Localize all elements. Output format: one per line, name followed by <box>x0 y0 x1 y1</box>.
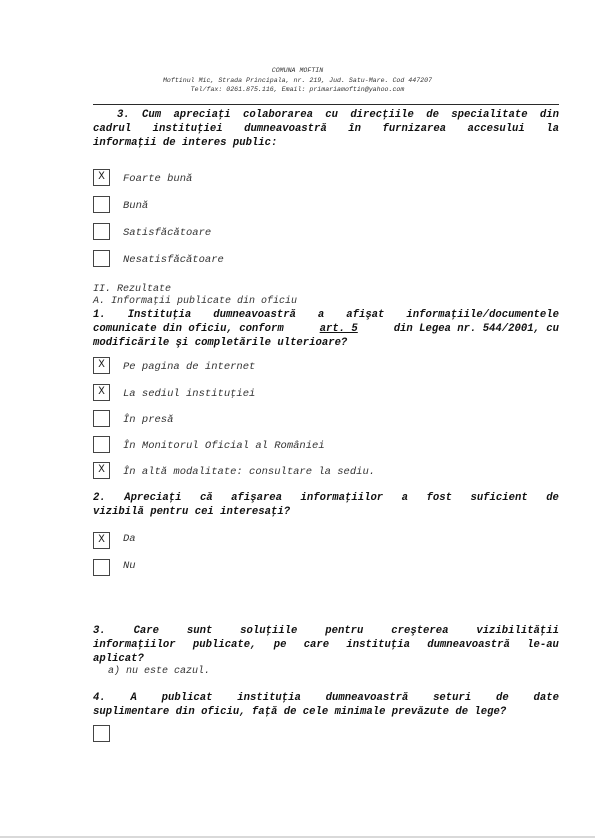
law-article-link[interactable]: art. 5 <box>319 323 358 335</box>
q1-line2-post: din Legea nr. 544/2001, cu <box>393 323 559 335</box>
q1-line1: 1. Instituţia dumneavoastră a afişat informaţiile/documentele <box>93 309 559 321</box>
checkbox-alta-modalitate[interactable]: X <box>93 462 110 479</box>
header-address: Moftinul Mic, Strada Principala, nr. 219, Jud. Satu-Mare. Cod 447207 <box>162 77 433 84</box>
checkbox-monitorul-oficial[interactable] <box>93 436 110 453</box>
option-satisfacatoare: Satisfăcătoare <box>123 227 212 239</box>
option-buna: Bună <box>123 200 149 212</box>
option-presa: În presă <box>123 414 174 426</box>
checkbox-da[interactable]: X <box>93 532 110 549</box>
q3-sol-line2: informaţiilor publicate, pe care instituţia dumneavoastră le-au <box>93 639 559 651</box>
checkbox-buna[interactable] <box>93 196 110 213</box>
option-alta-modalitate: În altă modalitate: consultare la sediu. <box>123 466 376 478</box>
checkbox-nu[interactable] <box>93 559 110 576</box>
section-title: II. Rezultate <box>93 284 172 295</box>
q1-line3: modificările şi completările ulterioare? <box>93 337 348 349</box>
scan-edge <box>0 836 595 838</box>
option-sediul-institutiei: La sediul instituţiei <box>123 388 256 400</box>
section-subtitle: A. Informaţii publicate din oficiu <box>93 296 298 307</box>
checkbox-foarte-buna[interactable]: X <box>93 169 110 186</box>
option-da: Da <box>123 533 136 545</box>
checkbox-nesatisfacatoare[interactable] <box>93 250 110 267</box>
q3-sol-line3: aplicat? <box>93 653 144 665</box>
q3-sol-line1: 3. Care sunt soluţiile pentru creşterea vizibilităţii <box>93 625 559 637</box>
option-pagina-internet: Pe pagina de internet <box>123 361 256 373</box>
option-nu: Nu <box>123 560 136 572</box>
checkbox-presa[interactable] <box>93 410 110 427</box>
q1-line2 <box>93 322 559 336</box>
q4-line1: 4. A publicat instituţia dumneavoastră seturi de date <box>93 692 559 704</box>
checkbox-pagina-internet[interactable]: X <box>93 357 110 374</box>
q3-colab-line3: informaţii de interes public: <box>93 137 278 149</box>
header-contact: Tel/fax: 0261.875.116, Email: primariamoftin@yahoo.com <box>190 86 405 93</box>
header-org: COMUNA MOFTIN <box>271 67 324 74</box>
q2-line1: 2. Apreciaţi că afişarea informaţiilor a fost suficient de <box>93 492 559 504</box>
checkbox-sediul-institutiei[interactable]: X <box>93 384 110 401</box>
q1-line2-pre: comunicate din oficiu, conform <box>93 323 284 335</box>
q3-colab-line1: 3. Cum apreciaţi colaborarea cu direcţiile de specialitate din <box>117 109 559 121</box>
option-monitorul-oficial: În Monitorul Oficial al României <box>123 440 325 452</box>
header-divider <box>93 104 559 105</box>
q4-line2: suplimentare din oficiu, faţă de cele minimale prevăzute de lege? <box>93 706 507 718</box>
q2-line2: vizibilă pentru cei interesaţi? <box>93 506 291 518</box>
checkbox-seturi-date[interactable] <box>93 725 110 742</box>
checkbox-satisfacatoare[interactable] <box>93 223 110 240</box>
q3-colab-line2: cadrul instituţiei dumneavoastră în furnizarea accesului la <box>93 123 559 135</box>
option-nesatisfacatoare: Nesatisfăcătoare <box>123 254 224 266</box>
option-foarte-buna: Foarte bună <box>123 173 193 185</box>
q3-sol-answer: a) nu este cazul. <box>108 666 211 677</box>
